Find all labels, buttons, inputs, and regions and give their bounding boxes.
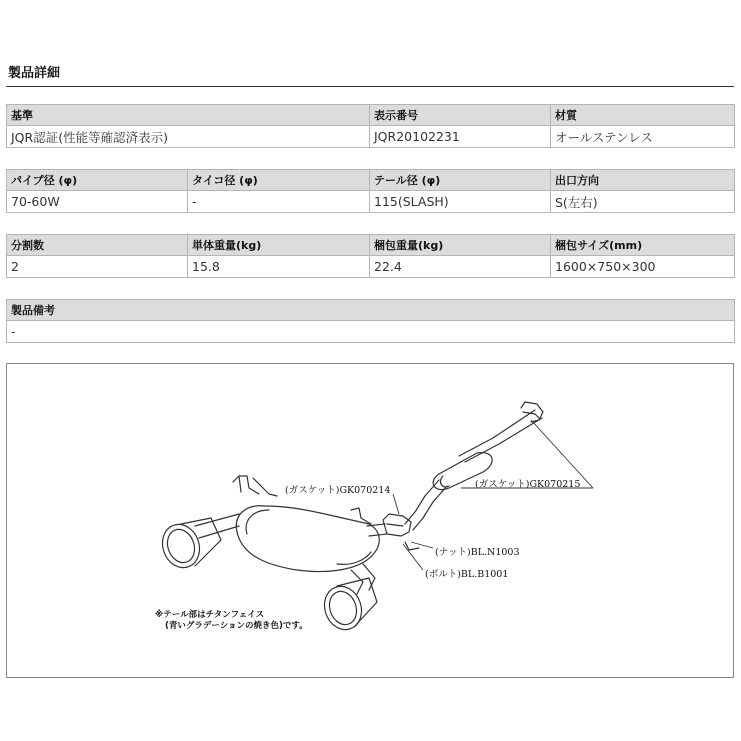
spec-table-standard [6, 104, 735, 148]
value-split-count: 2 [7, 256, 188, 278]
front-pipe-upper [459, 410, 535, 456]
value-package-size: 1600×750×300 [551, 256, 735, 278]
callout-gasket-left: (ガスケット)GK070214 [285, 485, 391, 496]
header-material: 材質 [551, 105, 735, 126]
left-tail-tip [157, 519, 206, 573]
spec-table-weights [6, 234, 735, 278]
header-standard: 基準 [7, 105, 370, 126]
mid-pipe-upper [405, 480, 439, 524]
value-package-weight: 22.4 [370, 256, 551, 278]
header-package-size: 梱包サイズ(mm) [551, 235, 735, 256]
header-muffler-diameter: タイコ径 (φ) [188, 170, 370, 191]
value-pipe-diameter: 70-60W [7, 191, 188, 213]
right-tail-tip [319, 581, 368, 635]
leader-bolt [403, 544, 423, 570]
header-pipe-diameter: パイプ径 (φ) [7, 170, 188, 191]
exhaust-diagram [6, 363, 734, 678]
value-unit-weight: 15.8 [188, 256, 370, 278]
callout-gasket-right: (ガスケット)GK070215 [475, 479, 581, 490]
header-exit-direction: 出口方向 [551, 170, 735, 191]
callout-nut: (ナット)BL.N1003 [435, 547, 520, 558]
header-split-count: 分割数 [7, 235, 188, 256]
note-line-1: ※テール部はチタンフェイス [155, 610, 265, 620]
value-muffler-diameter: - [188, 191, 370, 213]
leader-nut [411, 542, 433, 548]
value-product-remarks: - [7, 321, 735, 343]
front-pipe-lower [465, 418, 542, 462]
value-tail-diameter: 115(SLASH) [370, 191, 551, 213]
header-product-remarks: 製品備考 [7, 300, 735, 321]
header-display-number: 表示番号 [370, 105, 551, 126]
exhaust-system-drawing [7, 364, 733, 677]
spec-table-remarks [6, 299, 735, 343]
title-divider [6, 86, 734, 87]
note-line-2: (青いグラデーションの焼き色)です。 [165, 621, 308, 631]
header-tail-diameter: テール径 (φ) [370, 170, 551, 191]
callout-bolt: (ボルト)BL.B1001 [425, 569, 509, 580]
value-standard: JQR認証(性能等確認済表示) [7, 126, 370, 148]
section-title: 製品詳細 [8, 66, 61, 81]
value-material: オールステンレス [551, 126, 735, 148]
value-display-number: JQR20102231 [370, 126, 551, 148]
header-package-weight: 梱包重量(kg) [370, 235, 551, 256]
leader-gasket-left [393, 494, 399, 514]
value-exit-direction: S(左右) [551, 191, 735, 213]
spec-table-dimensions [6, 169, 735, 213]
header-unit-weight: 単体重量(kg) [188, 235, 370, 256]
